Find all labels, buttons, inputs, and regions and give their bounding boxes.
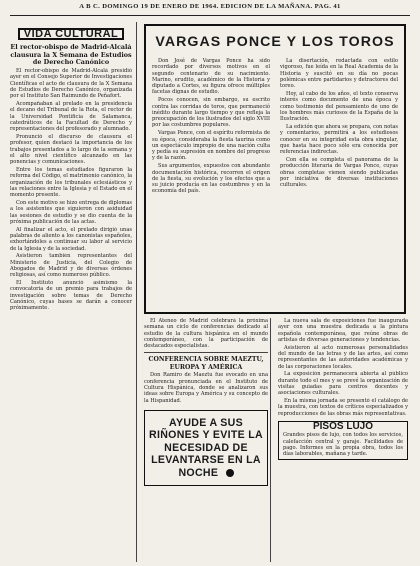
article-paragraph: Hoy, al cabo de los años, el texto conserva interés como documento de una época y como testimonio del pensamiento de uno de los hombres más curiosos de la España de la Ilustración. <box>280 90 398 123</box>
article-paragraph: Sus argumentos, expuestos con abundante documentación histórica, recorren el origen de la fiesta, su evolución y los efectos que a su juicio producía en las costumbres y en la economía del país. <box>152 163 270 195</box>
article-paragraph: Pronunció el discurso de clausura el profesor, quien destacó la importancia de los trabajos presentados a lo largo de la semana y el alto nivel científico alcanzado en las ponencias y comunicaciones. <box>10 133 132 166</box>
divider <box>144 352 268 353</box>
pisos-lujo-advertisement <box>278 421 408 460</box>
vargas-ponce-article-box <box>144 24 406 314</box>
vargas-ponce-headline: VARGAS PONCE Y LOS TOROS <box>155 34 395 49</box>
article-paragraph: Pocos conocen, sin embargo, su escrito contra las corridas de toros, que permaneció inédito durante largo tiempo y que refleja la preocupación de los ilustrados del siglo XVIII por las costumbres populares. <box>152 97 270 129</box>
article-paragraph: El Instituto anunció asimismo la convocatoria de un premio para trabajos de investigación sobre temas de Derecho Canónico, cuyas bases se darán a conocer próximamente. <box>10 280 132 312</box>
article-paragraph: La exposición permanecerá abierta al público durante todo el mes y se prevé la organización de visitas guiadas para centros docentes y asociaciones culturales. <box>278 371 408 397</box>
article-paragraph: Entre los temas estudiados figuraron la reforma del Código, el matrimonio canónico, la organización de los tribunales eclesiásticos y las relaciones entre la Iglesia y el Estado en el momento presente. <box>10 166 132 199</box>
vargas-column-2 <box>280 58 398 190</box>
article-paragraph: En la misma jornada se presentó el catálogo de la muestra, con textos de críticos especializados y reproducciones de las obras más representativas. <box>278 398 408 417</box>
article-paragraph: Asistieron también representantes del Ministerio de Justicia, del Colegio de Abogados de Madrid y de diversas órdenes religiosas, así como numeroso público. <box>10 253 132 279</box>
right-column <box>278 318 408 562</box>
dot-icon <box>226 469 234 477</box>
article-paragraph: Con ella se completa el panorama de la producción literaria de Vargas Ponce, cuyas obras completas vienen siendo publicadas por iniciativa de diversas instituciones culturales. <box>280 156 398 189</box>
article-paragraph: Al finalizar el acto, el prelado dirigió unas palabras de aliento a los canonistas españoles, exhortándoles a continuar su labor al servicio de la Iglesia y de la sociedad. <box>10 226 132 252</box>
column-divider <box>270 318 271 562</box>
article-paragraph: El rector-obispo de Madrid-Alcalá presidió ayer en el Consejo Superior de Investigaciones Científicas el acto de clausura de la X Semana de Estudios de Derecho Canónico, organizada por el Instituto San Raimundo de Peñafort. <box>10 68 132 100</box>
article-paragraph: Acompañaban al prelado en la presidencia el decano del Tribunal de la Rota, el rector de la Universidad Pontificia de Salamanca, catedráticos de la Facultad de Derecho y representaciones del profesorado y alumnado. <box>10 101 132 133</box>
article-paragraph: Vargas Ponce, con el espíritu reformista de su época, consideraba la fiesta taurina como un espectáculo impropio de una nación culta y pedía su supresión en nombre del progreso y de la razón. <box>152 130 270 162</box>
article-paragraph: La nueva sala de exposiciones fue inaugurada ayer con una muestra dedicada a la pintura española contemporánea, que reúne obras de artistas de diversas generaciones y tendencias. <box>278 318 408 343</box>
article-paragraph: El Ateneo de Madrid celebrará la próxima semana un ciclo de conferencias dedicado al estudio de la cultura hispánica en el mundo contemporáneo, con la participación de destacados especialistas. <box>144 318 268 350</box>
article-paragraph: Don José de Vargas Ponce ha sido recordado por diversos motivos en el segundo centenario de su nacimiento. Marino, erudito, académico de la Historia y diputado a Cortes, su figura ofrece múltiples facetas dignas de estudio. <box>152 58 270 96</box>
vargas-column-1 <box>152 58 270 196</box>
article-paragraph: Con este motivo se hizo entrega de diplomas a los asistentes que siguieron con asiduidad las sesiones de estudio y se dio cuenta de la próxima publicación de las actas. <box>10 199 132 225</box>
article-paragraph: Don Ramiro de Maeztu fue evocado en una conferencia pronunciada en el Instituto de Cultura Hispánica, donde se analizaron sus ideas sobre Europa y América y su concepto de la Hispanidad. <box>144 372 268 404</box>
article-subtitle: El rector-obispo de Madrid-Alcalá clausura la X Semana de Estudios de Derecho Canónico <box>10 44 132 67</box>
article-paragraph: La disertación, redactada con estilo vigoroso, fue leída en la Real Academia de la Historia y suscitó en su día no pocas polémicas entre partidarios y detractores del toreo. <box>280 58 398 90</box>
page-header: A B C. DOMINGO 19 DE ENERO DE 1964. EDICION DE LA MAÑANA. PAG. 41 <box>10 3 410 16</box>
pisos-text: Grandes pisos de lujo, con todos los servicios, calefacción central y garaje. Facilidades de pago. Informes en la propia obra, todos los días laborables, mañana y tarde. <box>283 432 403 458</box>
section-title-vida-cultural: VIDA CULTURAL <box>18 28 124 40</box>
kidney-advertisement <box>144 410 268 487</box>
pisos-headline: PISOS LUJO <box>312 420 373 432</box>
article-paragraph: Asistieron al acto numerosas personalidades del mundo de las letras y de las artes, así como representantes de las autoridades académicas y de las corporaciones locales. <box>278 344 408 370</box>
article-paragraph: La edición que ahora se prepara, con notas y comentarios, permitirá a los estudiosos conocer en su integridad esta obra singular, que hasta hace poco sólo era conocida por referencias indirectas. <box>280 123 398 156</box>
middle-column <box>144 318 268 562</box>
left-column <box>10 22 137 562</box>
conference-headline: CONFERENCIA SOBRE MAEZTU, EUROPA Y AMÉRICA <box>148 356 264 371</box>
advertisement-text: AYUDE A SUS RIÑONES Y EVITE LA NECESIDAD DE LEVANTARSE EN LA NOCHE <box>149 416 263 479</box>
